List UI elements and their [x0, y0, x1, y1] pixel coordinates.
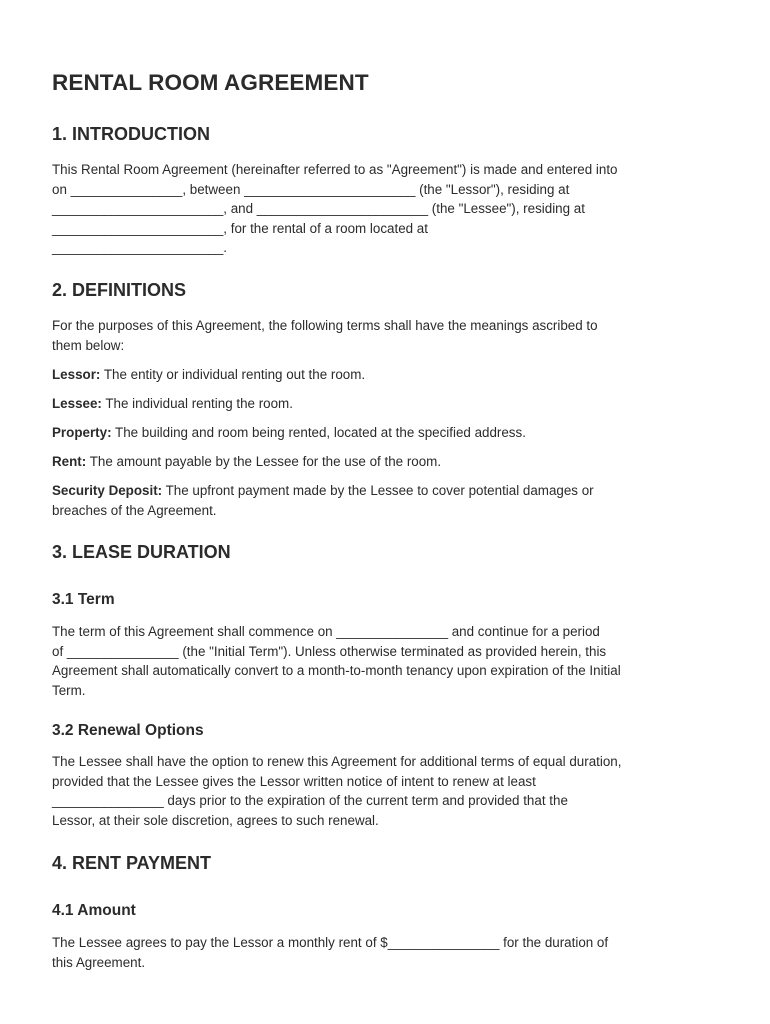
definition-term: Rent: [52, 454, 87, 469]
amount-paragraph [52, 933, 720, 972]
text-line: _______________________, for the rental of a room located at [52, 220, 428, 236]
definition-text: The entity or individual renting out the room. [100, 367, 366, 382]
text-line: The Lessee shall have the option to renew this Agreement for additional terms of equal duration, [52, 754, 622, 769]
definition-text: The upfront payment made by the Lessee to cover potential damages or [162, 483, 594, 498]
definition-term: Lessor: [52, 367, 101, 382]
definitions-intro-paragraph [52, 316, 720, 355]
text-line: this Agreement. [52, 954, 146, 970]
introduction-paragraph [52, 160, 720, 258]
document-title: RENTAL ROOM AGREEMENT [52, 70, 369, 95]
subsection-heading-term: 3.1 Term [52, 591, 115, 608]
text-line: them below: [52, 337, 125, 353]
definition-security-deposit [52, 481, 720, 520]
definition-term: Property: [52, 425, 112, 440]
text-line: Agreement shall automatically convert to a month-to-month tenancy upon expiration of the Initial [52, 663, 621, 678]
definition-text: The building and room being rented, located at the specified address. [111, 425, 526, 440]
section-heading-definitions: 2. DEFINITIONS [52, 280, 187, 300]
text-line: on _______________, between _______________________ (the "Lessor"), residing at [52, 181, 570, 197]
definition-text: The individual renting the room. [101, 396, 293, 411]
definition-lessor [52, 365, 720, 385]
section-heading-lease-duration: 3. LEASE DURATION [52, 542, 231, 562]
text-line: _______________ days prior to the expiration of the current term and provided that the [52, 793, 568, 808]
subsection-heading-renewal-options: 3.2 Renewal Options [52, 722, 204, 739]
definition-rent [52, 452, 720, 472]
text-line: _______________________, and _______________________ (the "Lessee"), residing at [52, 201, 585, 216]
text-line: _______________________. [52, 240, 228, 255]
text-line: Lessor, at their sole discretion, agrees to such renewal. [52, 812, 379, 828]
text-line: Term. [52, 682, 86, 698]
section-heading-introduction: 1. INTRODUCTION [52, 124, 211, 144]
section-heading-rent-payment: 4. RENT PAYMENT [52, 853, 212, 873]
text-line: The Lessee agrees to pay the Lessor a monthly rent of $_______________ for the duration of [52, 935, 609, 950]
renewal-paragraph [52, 752, 720, 830]
text-line: The term of this Agreement shall commence on _______________ and continue for a period [52, 624, 600, 639]
text-line: provided that the Lessee gives the Lessor written notice of intent to renew at least [52, 773, 536, 789]
text-line: For the purposes of this Agreement, the following terms shall have the meanings ascribed to [52, 318, 598, 333]
definition-property [52, 423, 720, 443]
text-line: This Rental Room Agreement (hereinafter referred to as "Agreement") is made and entered into [52, 162, 618, 177]
subsection-heading-amount: 4.1 Amount [52, 902, 136, 919]
definition-term: Security Deposit: [52, 483, 163, 498]
text-line: of _______________ (the "Initial Term"). Unless otherwise terminated as provided herein, this [52, 643, 607, 659]
definition-text: The amount payable by the Lessee for the use of the room. [86, 454, 442, 469]
definition-term: Lessee: [52, 396, 102, 411]
text-line: breaches of the Agreement. [52, 502, 217, 518]
definition-lessee [52, 394, 720, 414]
term-paragraph [52, 622, 720, 700]
